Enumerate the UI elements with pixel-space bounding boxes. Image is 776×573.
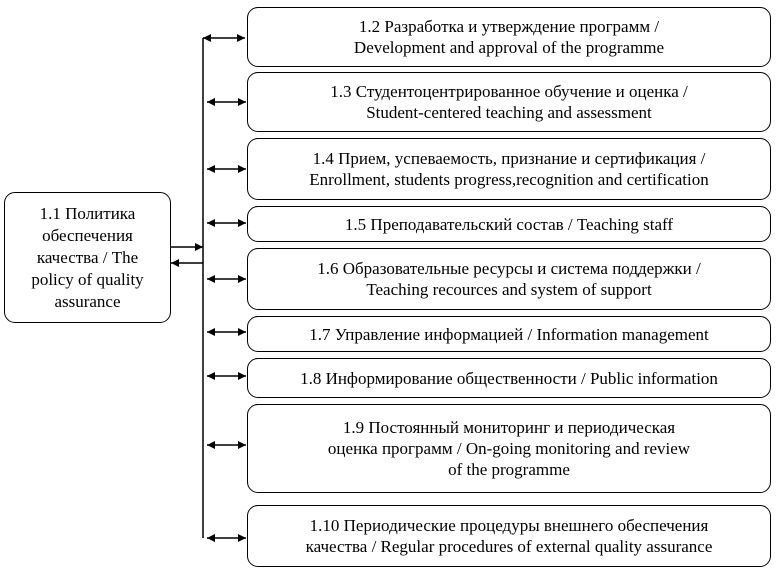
- standard-text-1-10: 1.10 Периодические процедуры внешнего обеспечения качества / Regular procedures of external quality assurance: [305, 516, 713, 556]
- standard-box-1-4: [247, 138, 771, 200]
- standard-box-1-9: [247, 404, 771, 493]
- standard-text-1-7: 1.7 Управление информацией / Information management: [309, 324, 709, 344]
- standard-box-1-2: [247, 7, 771, 67]
- policy-of-quality-assurance-text: 1.1 Политика обеспечения качества / The policy of quality assurance: [31, 203, 144, 311]
- standard-box-1-6: [247, 248, 771, 310]
- standard-text-1-9: 1.9 Постоянный мониторинг и периодическая оценка программ / On-going monitoring and review of the programme: [327, 418, 691, 479]
- standard-box-1-10: [247, 505, 771, 567]
- policy-of-quality-assurance-box: [4, 192, 171, 323]
- standard-box-1-5: [247, 206, 771, 242]
- standard-text-1-5: 1.5 Преподавательский состав / Teaching staff: [344, 214, 674, 234]
- standard-box-1-8: [247, 358, 771, 398]
- standard-text-1-6: 1.6 Образовательные ресурсы и система поддержки / Teaching recources and system of support: [317, 259, 701, 299]
- standard-text-1-3: 1.3 Студентоцентрированное обучение и оценка / Student-centered teaching and assessment: [330, 82, 688, 122]
- standard-box-1-7: [247, 316, 771, 352]
- standard-text-1-2: 1.2 Разработка и утверждение программ / Development and approval of the programme: [353, 17, 665, 57]
- standard-text-1-4: 1.4 Прием, успеваемость, признание и сертификация / Enrollment, students progress,recognition and certification: [309, 149, 709, 189]
- standard-text-1-8: 1.8 Информирование общественности / Public information: [300, 368, 718, 388]
- standard-box-1-3: [247, 72, 771, 132]
